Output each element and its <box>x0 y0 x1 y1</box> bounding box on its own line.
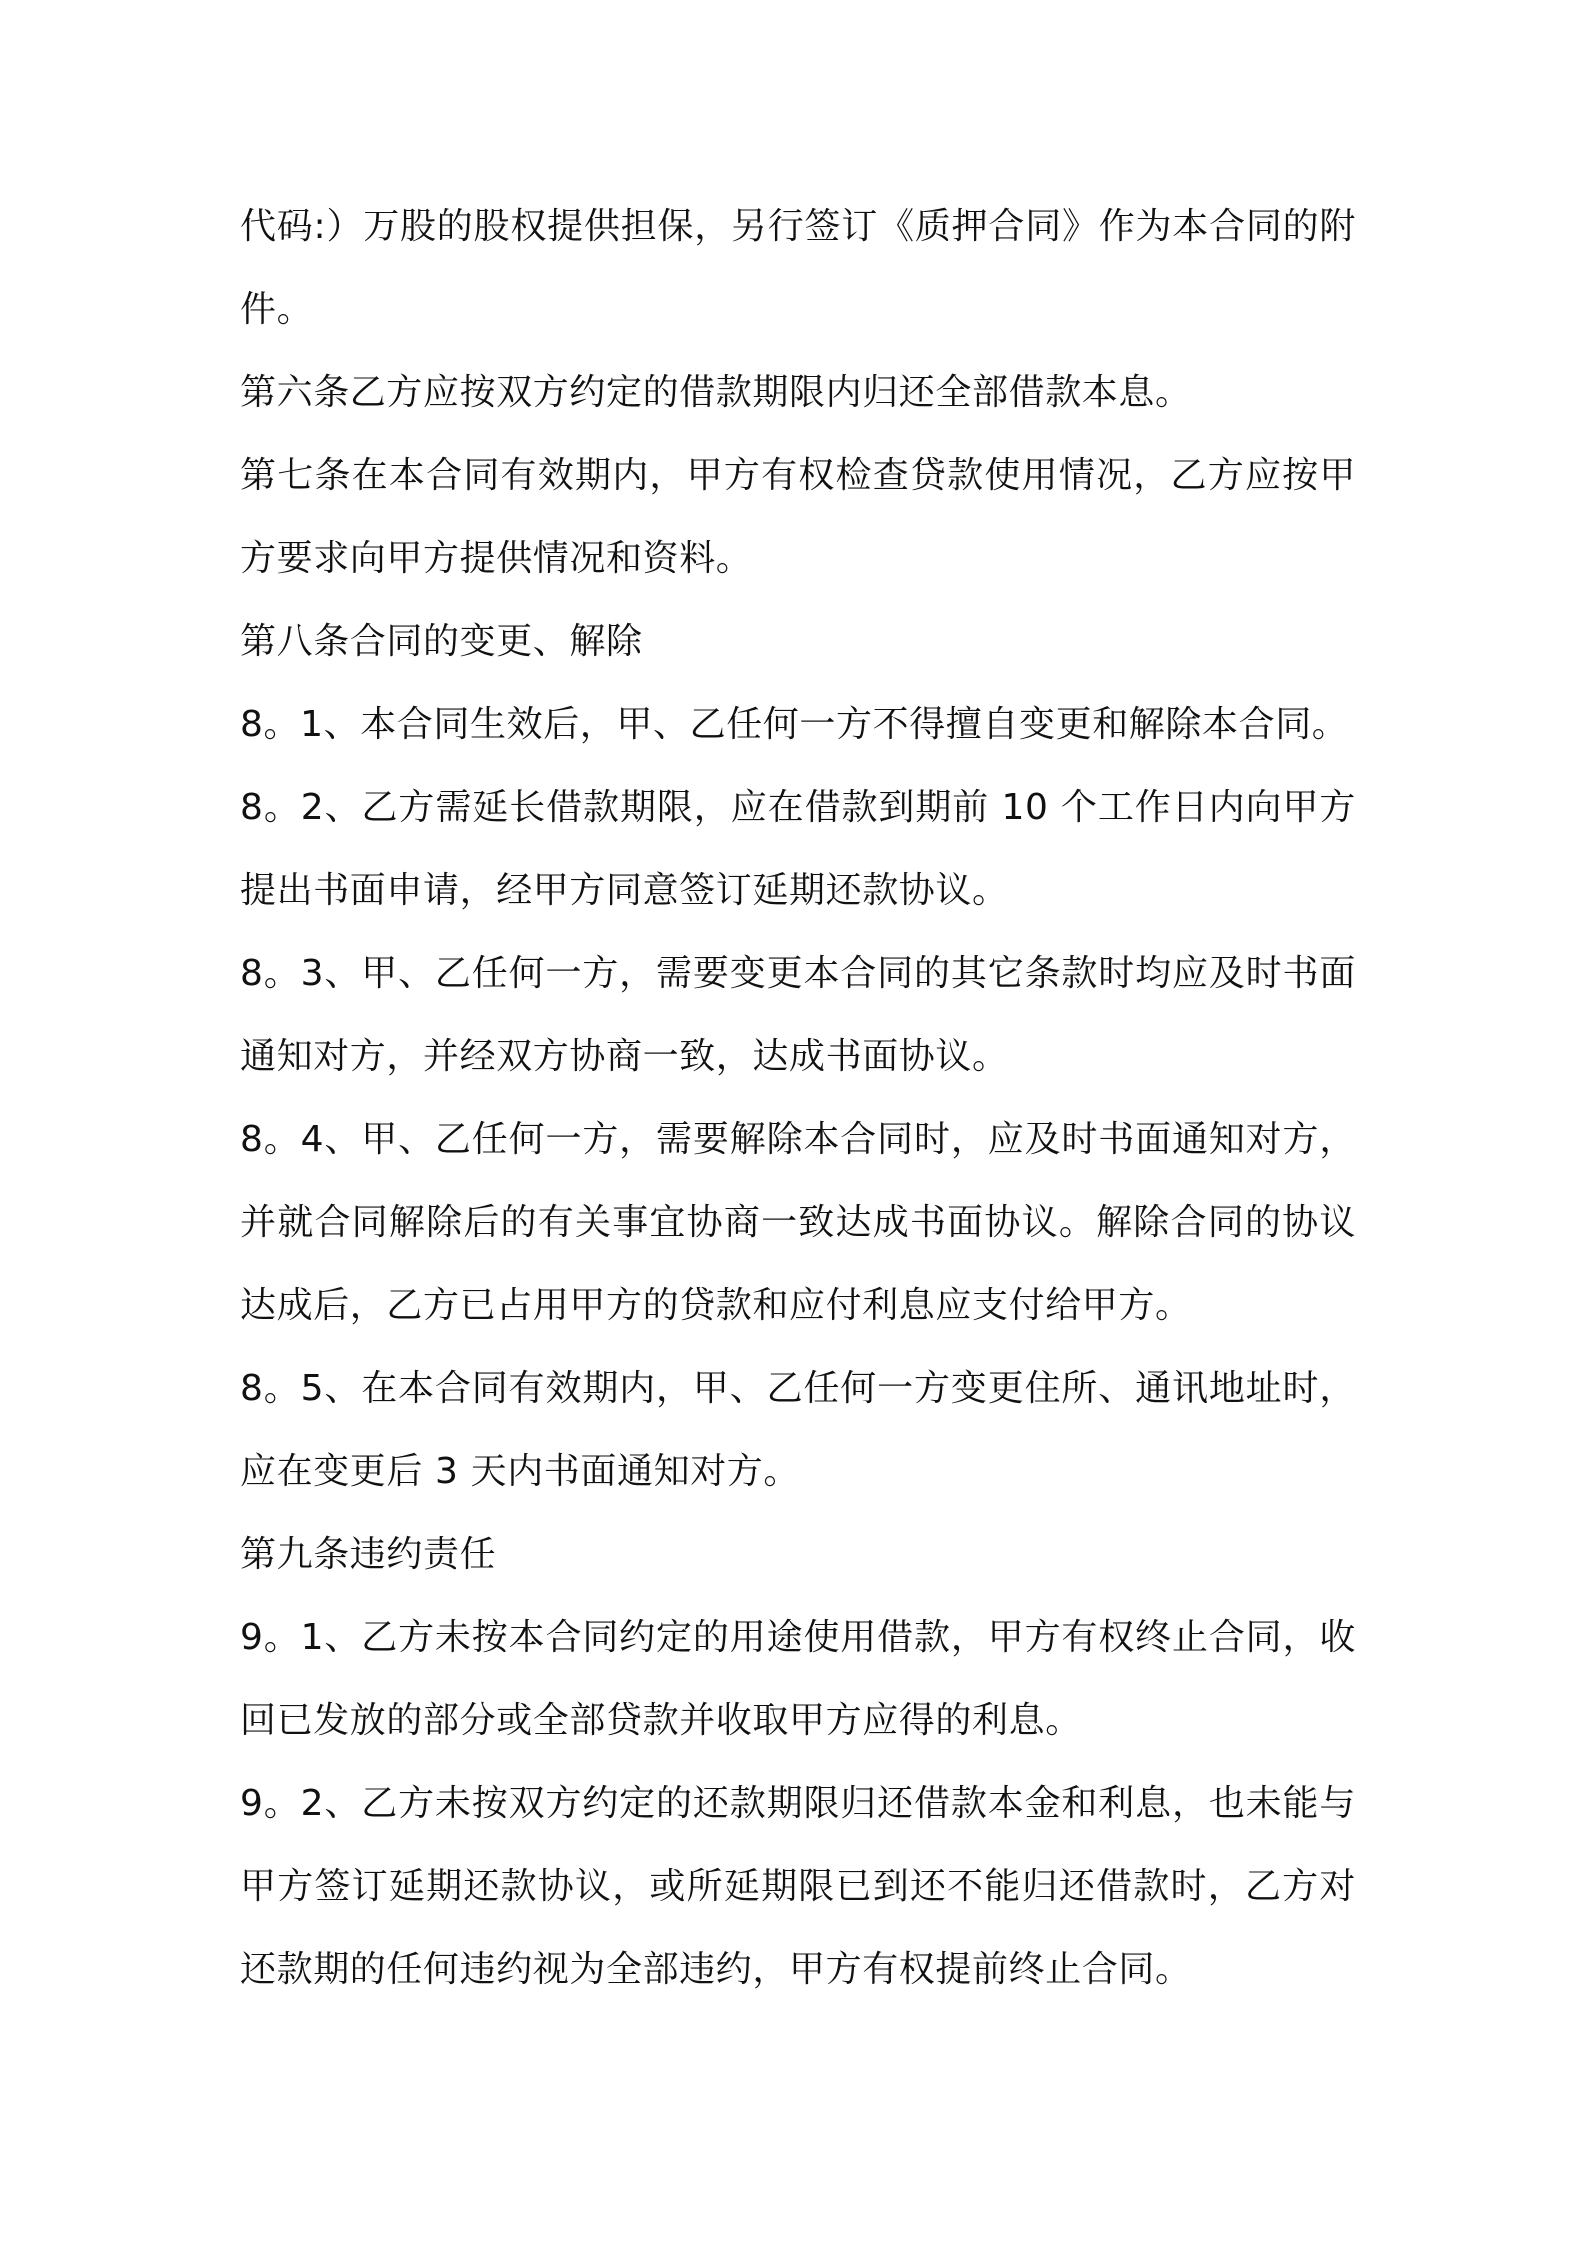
heading-article-9: 第九条违约责任 <box>240 1534 497 1575</box>
paragraph-8-1: 8。1、本合同生效后，甲、乙任何一方不得擅自变更和解除本合同。 <box>240 704 1349 745</box>
paragraph-8-3: 8。3、甲、乙任何一方，需要变更本合同的其它条款时均应及时书面通知对方，并经双方协商一致，达成书面协议。 <box>240 953 1356 1077</box>
paragraph-8-5: 8。5、在本合同有效期内，甲、乙任何一方变更住所、通讯地址时，应在变更后 3 天内书面通知对方。 <box>240 1368 1356 1492</box>
paragraph-8-2: 8。2、乙方需延长借款期限，应在借款到期前 10 个工作日内向甲方提出书面申请，经甲方同意签订延期还款协议。 <box>240 787 1356 911</box>
paragraph-9-2: 9。2、乙方未按双方约定的还款期限归还借款本金和利息，也未能与甲方签订延期还款协议，或所延期限已到还不能归还借款时，乙方对还款期的任何违约视为全部违约，甲方有权提前终止合同。 <box>240 1783 1356 1990</box>
document-body <box>240 185 1356 2011</box>
heading-article-8: 第八条合同的变更、解除 <box>240 621 643 662</box>
paragraph-article-6: 第六条乙方应按双方约定的借款期限内归还全部借款本息。 <box>240 372 1192 413</box>
paragraph-8-4: 8。4、甲、乙任何一方，需要解除本合同时，应及时书面通知对方，并就合同解除后的有关事宜协商一致达成书面协议。解除合同的协议达成后，乙方已占用甲方的贷款和应付利息应支付给甲方。 <box>240 1119 1356 1326</box>
paragraph-pledge-continuation: 代码:）万股的股权提供担保，另行签订《质押合同》作为本合同的附件。 <box>240 206 1356 330</box>
paragraph-article-7: 第七条在本合同有效期内，甲方有权检查贷款使用情况，乙方应按甲方要求向甲方提供情况和资料。 <box>240 455 1356 579</box>
paragraph-9-1: 9。1、乙方未按本合同约定的用途使用借款，甲方有权终止合同，收回已发放的部分或全部贷款并收取甲方应得的利息。 <box>240 1617 1356 1741</box>
